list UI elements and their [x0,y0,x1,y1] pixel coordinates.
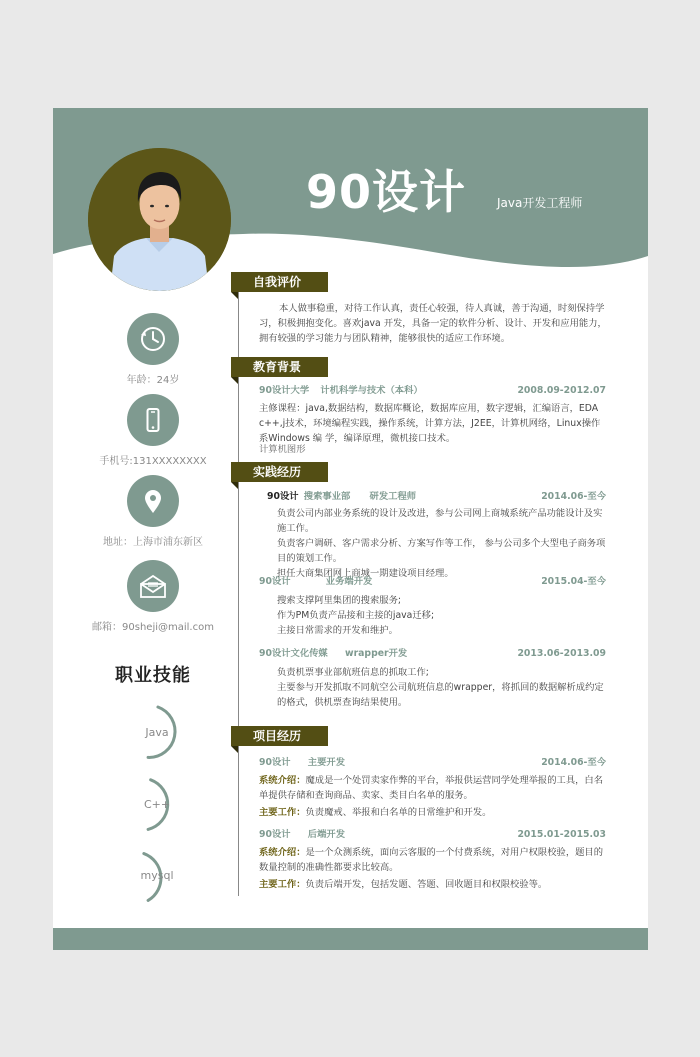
practice-desc-1: 负责公司内部业务系统的设计及改进，参与公司网上商城系统产品功能设计及实施工作。 负责客户调研、客户需求分析、方案写作等工作， 参与公司多个大型电子商务项目的策划工作。 担任大商集团网上商城一期建设项目经理。 [277,508,606,579]
section-title-education: 教育背景 [231,357,328,377]
skill-label: C++ [143,798,171,811]
address-block [68,475,238,548]
phone-label: 手机号:131XXXXXXXX [99,456,207,467]
practice-desc-3: 负责机票事业部航班信息的抓取工作; 主要参与开发抓取不同航空公司航班信息的wrapper，将抓回的数据解析成约定的格式，供机票查询结果使用。 [277,667,604,708]
practice-date-3: 2013.06-2013.09 [517,648,606,659]
project-row-1: 90设计 主要开发 [259,757,345,768]
clock-icon [127,313,179,365]
project-date-1: 2014.06-至今 [541,757,606,768]
skill-gauge-c [127,775,187,835]
practice-date-2: 2015.04-至今 [541,576,606,587]
address-label: 地址：上海市浦东新区 [103,537,203,548]
footer-bar [53,928,648,950]
skill-gauge-java [127,703,187,763]
resume-name: 90设计 [306,165,467,219]
project-row-2: 90设计 后端开发 [259,829,345,840]
age-label: 年龄：24岁 [126,375,180,386]
age-block [68,313,238,386]
project-desc-2: 系统介绍：是一个众测系统，面向云客服的一个付费系统，对用户权限校验，题目的数量控制的准确性都要求比较高。 主要工作：负责后端开发，包括发题、答题、回收题目和权限校验等。 [259,847,604,890]
email-label: 邮箱：90sheji@mail.com [92,622,214,633]
skill-label: mysql [140,869,174,882]
resume-sheet [53,108,648,950]
project-desc-1: 系统介绍：魔成是一个处罚卖家作弊的平台，举报供运营同学处理举报的工具，白名单提供存储和查询商品、卖家、类目白名单的服务。 主要工作：负责魔戒、举报和白名单的日常维护和开发。 [259,775,604,818]
phone-icon [127,394,179,446]
self-evaluation-text: 本人做事稳重，对待工作认真，责任心较强，待人真诚，善于沟通，时刻保持学习，积极拥抱变化。喜欢java 开发，具备一定的软件分析、设计、开发和应用能力，拥有较强的学习能力与团队精神，能够很快的适应工作环境。 [259,303,607,344]
email-block [68,560,238,633]
practice-date-1: 2014.06-至今 [541,491,606,502]
practice-desc-2: 搜索支撑阿里集团的搜索服务; 作为PM负责产品接和主接的java迁移; 主接日常需求的开发和维护。 [277,595,435,636]
section-title-self: 自我评价 [231,272,328,292]
section-title-practice: 实践经历 [231,462,328,482]
practice-row-1: 90设计 搜索事业部 研发工程师 [267,491,417,502]
practice-row-2: 90设计 业务端开发 [259,576,373,587]
avatar [88,148,231,291]
location-pin-icon [127,475,179,527]
envelope-icon [127,560,179,612]
edu-row [259,384,423,398]
skill-label: Java [145,726,169,739]
edu-major: 计机科学与技术（本科） [320,385,423,396]
practice-row-3: 90设计文化传媒 wrapper开发 [259,648,408,659]
skills-title: 职业技能 [115,665,191,686]
edu-school: 90设计大学 [259,385,310,396]
job-title: Java开发工程师 [497,196,583,210]
edu-courses: 主修课程：java,数据结构，数据库概论，数据库应用，数字逻辑，汇编语言，EDA c++,j技术，环境编程实践，操作系统，计算方法，J2EE，计算机网络，Linux操作系Windows 编 学，编译原理，微机接口技术。 计算机图形 [259,403,601,455]
phone-block [68,394,238,467]
skill-gauge-mysql [127,846,187,906]
project-date-2: 2015.01-2015.03 [517,829,606,840]
edu-date: 2008.09-2012.07 [517,385,606,396]
section-title-projects: 项目经历 [231,726,328,746]
